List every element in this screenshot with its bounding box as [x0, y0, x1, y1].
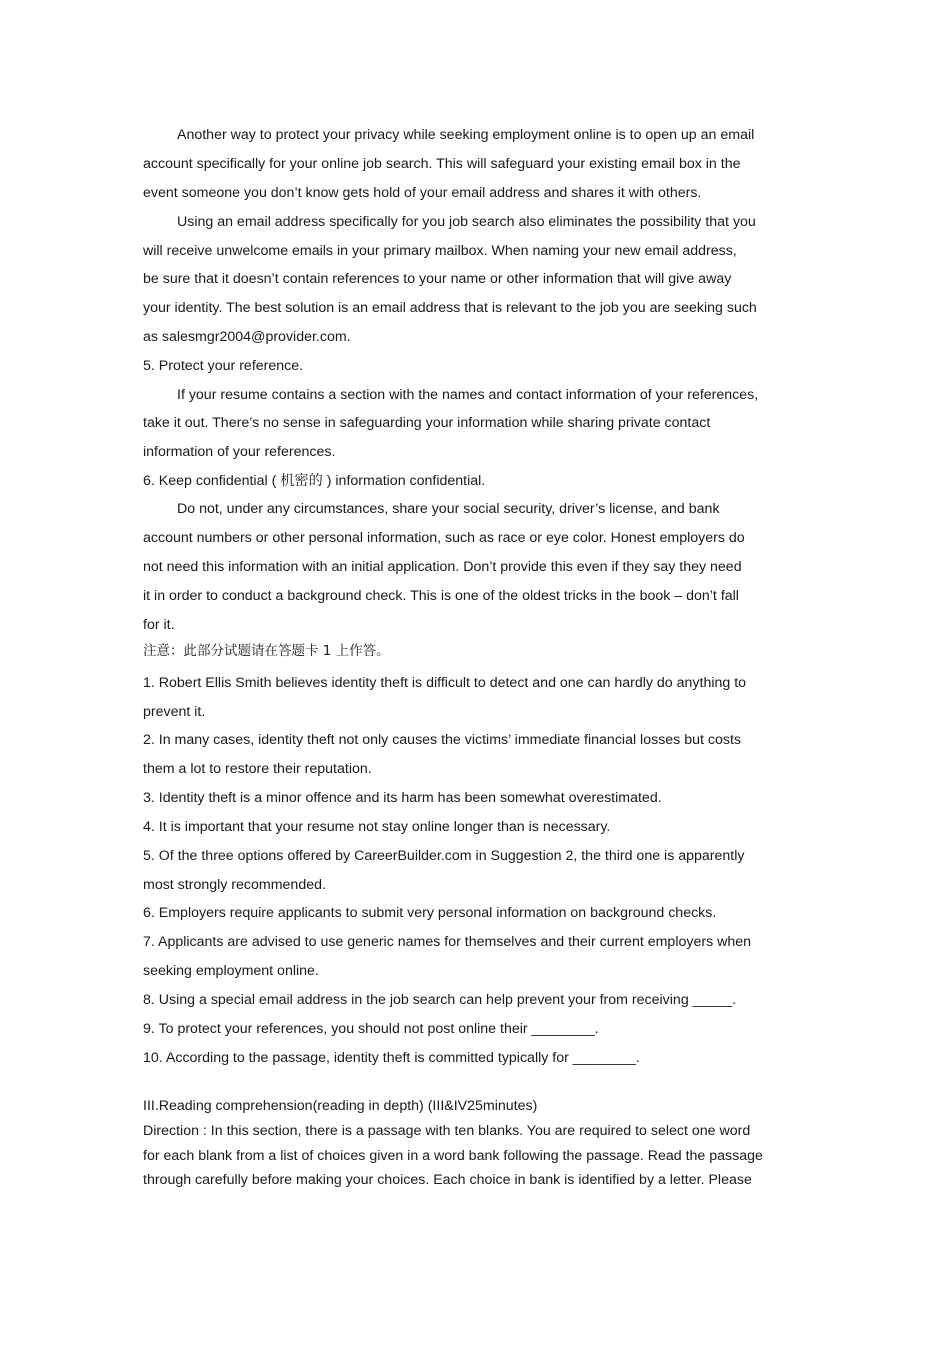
question-item: them a lot to restore their reputation. — [143, 761, 372, 777]
question-item: 6. Employers require applicants to submit very personal information on background checks. — [143, 905, 717, 921]
paragraph-line: for it. — [143, 617, 175, 633]
question-item: 4. It is important that your resume not stay online longer than is necessary. — [143, 819, 611, 835]
question-item: 1. Robert Ellis Smith believes identity theft is difficult to detect and one can hardly do anything to — [143, 675, 747, 691]
question-item: 3. Identity theft is a minor offence and its harm has been somewhat overestimated. — [143, 790, 662, 806]
question-item: prevent it. — [143, 704, 206, 720]
question-item: 2. In many cases, identity theft not only causes the victims’ immediate financial losses but costs — [143, 732, 741, 748]
paragraph-line: account numbers or other personal information, such as race or eye color. Honest employers do — [143, 530, 745, 546]
paragraph-line: it in order to conduct a background check. This is one of the oldest tricks in the book – don’t fall — [143, 588, 739, 604]
paragraph-line: as salesmgr2004@provider.com. — [143, 329, 351, 345]
question-item: 8. Using a special email address in the job search can help prevent your from receiving _____. — [143, 992, 737, 1008]
paragraph-line: Do not, under any circumstances, share your social security, driver’s license, and bank — [177, 501, 720, 517]
question-item: seeking employment online. — [143, 963, 319, 979]
paragraph-line: not need this information with an initial application. Don’t provide this even if they say they need — [143, 559, 742, 575]
paragraph-line: If your resume contains a section with the names and contact information of your references, — [177, 387, 759, 403]
paragraph-line: information of your references. — [143, 444, 336, 460]
question-item: 7. Applicants are advised to use generic names for themselves and their current employers when — [143, 934, 752, 950]
question-item: 9. To protect your references, you should not post online their ________. — [143, 1021, 599, 1037]
question-item: 5. Of the three options offered by CareerBuilder.com in Suggestion 2, the third one is apparently — [143, 848, 745, 864]
paragraph-line: will receive unwelcome emails in your primary mailbox. When naming your new email address, — [143, 243, 737, 259]
section-title: III.Reading comprehension(reading in depth) (III&IV25minutes) — [143, 1098, 538, 1114]
section-heading: 6. Keep confidential ( 机密的 ) information confidential. — [143, 473, 486, 489]
direction-line: for each blank from a list of choices given in a word bank following the passage. Read the passage — [143, 1148, 763, 1164]
paragraph-line: Using an email address specifically for you job search also eliminates the possibility that you — [177, 214, 756, 230]
paragraph-line: event someone you don’t know gets hold of your email address and shares it with others. — [143, 185, 702, 201]
paragraph-line: account specifically for your online job search. This will safeguard your existing email box in the — [143, 156, 741, 172]
paragraph-line: take it out. There’s no sense in safeguarding your information while sharing private contact — [143, 415, 711, 431]
question-item: most strongly recommended. — [143, 877, 326, 893]
direction-line: through carefully before making your choices. Each choice in bank is identified by a letter. Please — [143, 1172, 752, 1188]
section-heading: 5. Protect your reference. — [143, 358, 304, 374]
direction-line: Direction : In this section, there is a passage with ten blanks. You are required to select one word — [143, 1123, 751, 1139]
answer-sheet-note: 注意：此部分试题请在答题卡 1 上作答。 — [143, 643, 390, 659]
paragraph-line: your identity. The best solution is an email address that is relevant to the job you are seeking such — [143, 300, 757, 316]
question-item: 10. According to the passage, identity theft is committed typically for ________. — [143, 1050, 640, 1066]
paragraph-line: Another way to protect your privacy while seeking employment online is to open up an email — [177, 127, 755, 143]
paragraph-line: be sure that it doesn’t contain references to your name or other information that will give away — [143, 271, 732, 287]
